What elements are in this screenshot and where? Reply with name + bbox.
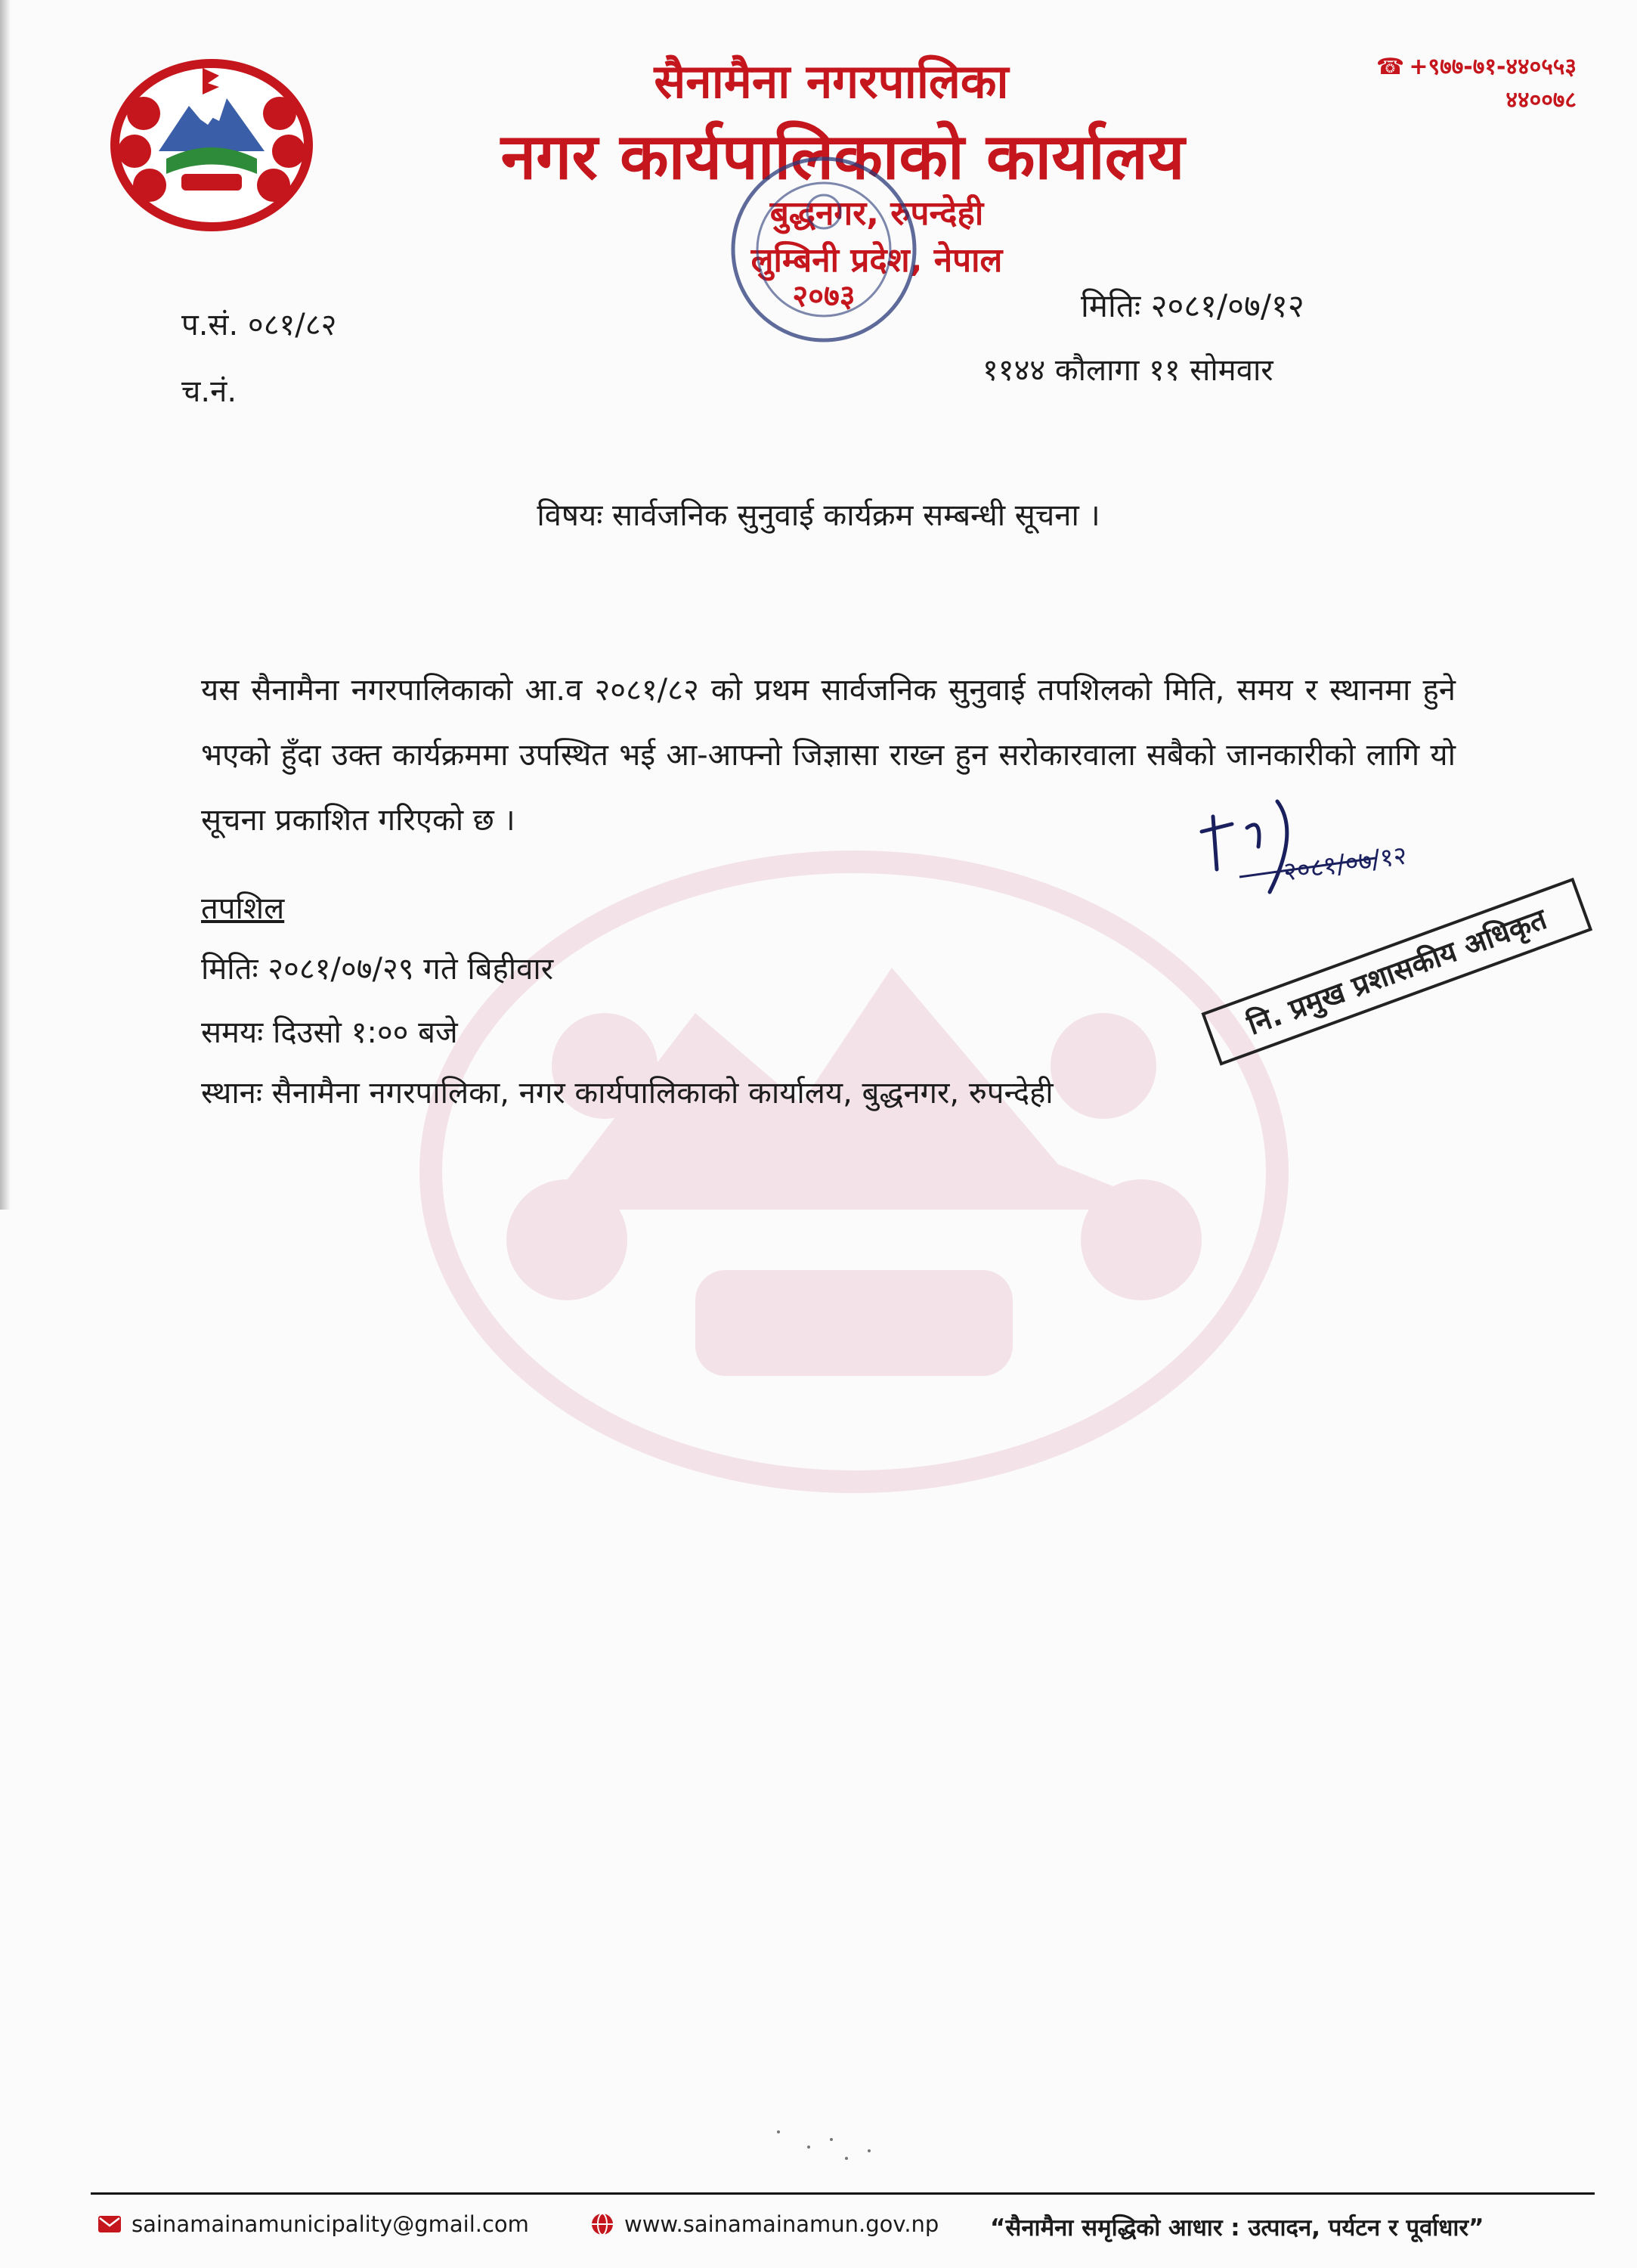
stamp-year: २०७३	[792, 279, 856, 314]
reference-number: प.सं. ०८१/८२	[181, 308, 337, 342]
officer-signature-block	[1179, 786, 1602, 1074]
page-edge-shadow	[0, 0, 11, 1210]
website-text: www.sainamainamun.gov.np	[624, 2211, 939, 2237]
phone-line-1	[1376, 50, 1577, 81]
phone-number-1: +९७७-७१-४४०५५३	[1409, 54, 1577, 80]
address-line-1: बुद्धनगर, रुपन्देही	[769, 194, 984, 233]
details-place: स्थानः सैनामैना नगरपालिका, नगर कार्यपालिकाको कार्यालय, बुद्धनगर, रुपन्देही	[201, 1076, 1054, 1111]
signature-date: २०८१/०७/१२	[1281, 840, 1410, 888]
footer-rule	[91, 2192, 1595, 2195]
footer-email	[97, 2211, 529, 2237]
scan-specks	[756, 2117, 892, 2170]
dispatch-number: च.नं.	[181, 374, 237, 409]
officer-stamp-text: नि. प्रमुख प्रशासकीय अधिकृत	[1242, 902, 1552, 1042]
footer-motto: “सैनामैना समृद्धिको आधार : उत्पादन, पर्यटन र पूर्वाधार”	[990, 2214, 1484, 2242]
details-date: मितिः २०८१/०७/२९ गते बिहीवार	[201, 952, 554, 987]
municipality-name: सैनामैना नगरपालिका	[654, 54, 1009, 109]
globe-icon	[590, 2211, 615, 2237]
office-stamp	[680, 136, 967, 386]
office-name: नगर कार्यपालिकाको कार्यालय	[500, 119, 1185, 194]
address-line-2: लुम्बिनी प्रदेश, नेपाल	[750, 241, 1003, 280]
registration-stamp-line: ११४४ कौलागा ११ सोमवार	[983, 353, 1273, 388]
notice-body: यस सैनामैना नगरपालिकाको आ.व २०८१/८२ को प्रथम सार्वजनिक सुनुवाई तपशिलको मिति, समय र स्थानमा हुने भएको हुँदा उक्त कार्यक्रममा उपस्थित भई आ-आफ्नो जिज्ञासा राख्न हुन सरोकारवाला सबैको जानकारीको लागि यो सूचना प्रकाशित गरिएको छ ।	[201, 673, 1456, 838]
letter-date: मितिः २०८१/०७/१२	[1081, 287, 1304, 324]
nepal-emblem-logo	[106, 53, 317, 234]
details-time: समयः दिउसो १:०० बजे	[201, 1015, 458, 1050]
email-icon	[97, 2211, 122, 2237]
phone-icon: ☎	[1376, 54, 1405, 80]
details-heading: तपशिल	[201, 891, 285, 926]
footer-website	[590, 2211, 939, 2237]
phone-line-2: ४४००७८	[1505, 87, 1577, 113]
email-text: sainamainamunicipality@gmail.com	[132, 2211, 529, 2237]
subject-line: विषयः सार्वजनिक सुनुवाई कार्यक्रम सम्बन्धी सूचना ।	[537, 498, 1100, 533]
